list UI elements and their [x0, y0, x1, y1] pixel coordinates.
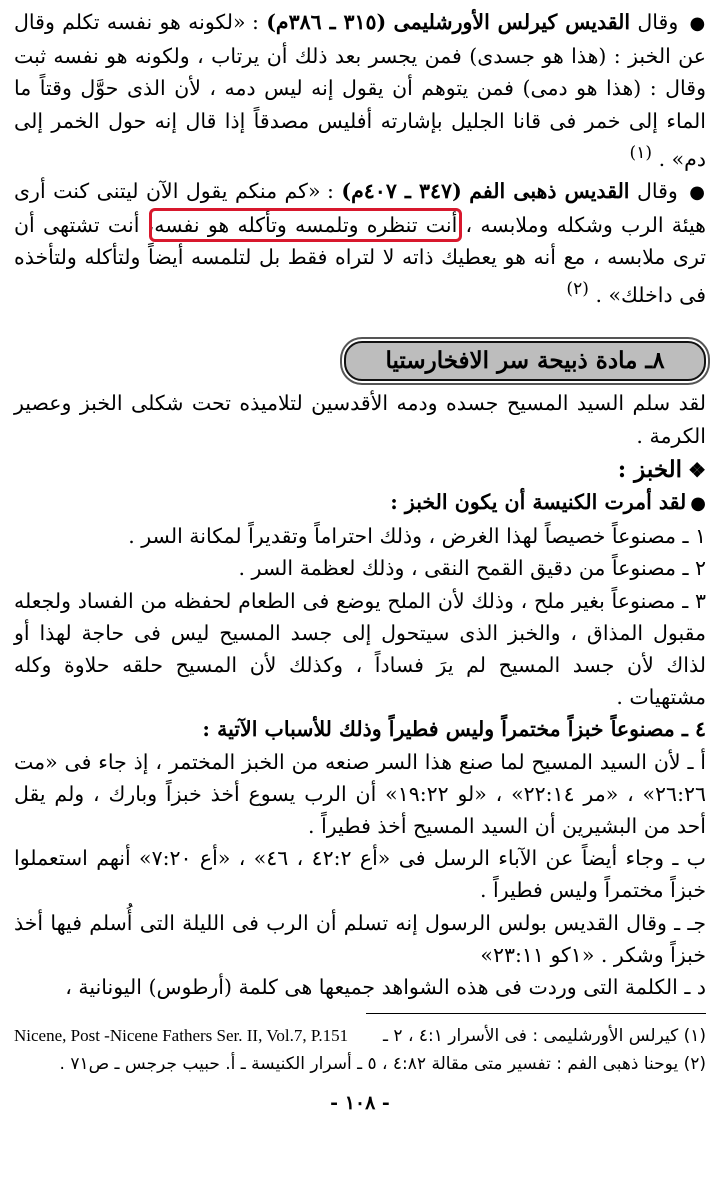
- diamond-bullet-icon: ❖: [688, 457, 706, 482]
- quote-chrysostom-paragraph: [14, 175, 706, 312]
- quote-lead: وقال: [637, 10, 679, 34]
- saint-name-chrysostom: القديس ذهبى الفم: [469, 178, 630, 203]
- reason-b: ب ـ وجاء أيضاً عن الآباء الرسل فى «أع ٤٢:٢ ، ٤٦» ، «أع ٧:٢٠» أنهم استعملوا خبزاً مختمراً وليس فطيراً .: [14, 846, 706, 903]
- footnote-2: (٢) يوحنا ذهبى الفم : تفسير متى مقالة ٤:٨٢ ، ٥ ـ أسرار الكنيسة ـ أ. حبيب جرجس ـ ص٧١ .: [59, 1054, 706, 1075]
- footnote-ref-2: (٢): [566, 279, 589, 300]
- reason-a: أ ـ لأن السيد المسيح لما صنع هذا السر صنعه من الخبز المختمر ، إذ جاء فى «مت ٢٦:٢٦» ، «مر ٢٢:١٤» ، «لو ١٩:٢٢» أن الرب يسوع أخذ خبزاً وبارك ، ولم يقل أحد من البشيرين أن السيد المسيح أخذ فطيراً .: [14, 749, 706, 838]
- quote-body-after: ، أنت تشتهى أن ترى ملابسه ، مع أنه هو يعطيك ذاته لا لتراه فقط بل لتلمسه أيضاً ولتأكله ولتأخذه فى داخلك» .: [14, 213, 706, 308]
- section-intro: لقد سلم السيد المسيح جسده ودمه الأقدسين لتلاميذه تحت شكلى الخبز وعصير الكرمة .: [14, 391, 706, 448]
- section-heading-wrap: [14, 341, 706, 381]
- footnote-1: [14, 1022, 706, 1050]
- saint-dates-cyril: (٣١٥ ـ ٣٨٦م): [266, 10, 387, 34]
- bread-heading: [14, 454, 706, 486]
- list-item-4: ٤ ـ مصنوعاً خبزاً مختمراً وليس فطيراً وذلك للأسباب الآتية :: [202, 717, 706, 742]
- page-number: - ١٠٨ -: [330, 1092, 390, 1115]
- quote-body-cyril: : «لكونه هو نفسه تكلم وقال عن الخبز : (هذا هو جسدى) فمن يجسر بعد ذلك أن يرتاب ، ولكونه هو نفسه ثبت وقال : (هذا هو دمى) فمن يتوهم أن يقول إنه ليس دمه ، لأن الذى حوَّل وقتاً ما الماء إلى خمر فى قانا الجليل بإشارته أفليس مصدقاً إذا قال إنه حول الخمر إلى دم» .: [14, 10, 706, 171]
- footnote-divider: [366, 1013, 706, 1014]
- bullet-icon: ●: [690, 492, 706, 514]
- section-title: ٨ـ مادة ذبيحة سر الافخارستيا: [344, 341, 706, 381]
- quote-lead: وقال: [636, 178, 678, 203]
- saint-dates-chrysostom: (٣٤٧ ـ ٤٠٧م): [341, 178, 462, 203]
- highlighted-phrase[interactable]: أنت تنظره وتلمسه وتأكله هو نفسه: [154, 213, 458, 238]
- bullet-icon: ●: [689, 181, 706, 203]
- quote-body-before: : «كم منكم يقول الآن ليتنى كنت أرى هيئة الرب وشكله وملابسه ،: [14, 178, 706, 238]
- footnote-1-arabic: (١) كيرلس الأورشليمى : فى الأسرار ٤:١ ، ٢ ـ: [383, 1026, 706, 1047]
- footnote-1-english: Nicene, Post -Nicene Fathers Ser. II, Vol.7, P.151: [14, 1026, 349, 1046]
- reason-c: جـ ـ وقال القديس بولس الرسول إنه تسلم أن الرب فى الليلة التى أُسلم فيها أخذ خبزاً وشكر . «١كو ٢٣:١١»: [14, 910, 706, 967]
- footnote-ref-1: (١): [629, 142, 653, 163]
- quote-cyril-paragraph: [14, 6, 706, 175]
- document-page: [14, 6, 706, 1114]
- reason-d: د ـ الكلمة التى وردت فى هذه الشواهد جميعها هى كلمة (أرطوس) اليونانية ،: [65, 974, 706, 999]
- list-item-1: ١ ـ مصنوعاً خصيصاً لهذا الغرض ، وذلك احتراماً وتقديراً لمكانة السر .: [128, 524, 706, 549]
- church-command-text: لقد أمرت الكنيسة أن يكون الخبز :: [390, 489, 687, 514]
- saint-name-cyril: القديس كيرلس الأورشليمى: [393, 10, 631, 34]
- bread-heading-text: الخبز :: [617, 455, 683, 483]
- list-item-2: ٢ ـ مصنوعاً من دقيق القمح النقى ، وذلك لعظمة السر .: [238, 556, 706, 581]
- church-command-line: [14, 486, 706, 520]
- bullet-icon: ●: [689, 13, 706, 34]
- list-item-3: ٣ ـ مصنوعاً بغير ملح ، وذلك لأن الملح يوضع فى الطعام لحفظه من الفساد ولجعله مقبول المذاق ، والخبز الذى سيتحول إلى جسد المسيح ليس فى حاجة لهذا أو لذاك لأن جسد المسيح لم يرَ فساداً ، وكذلك لأن المسيح حلقه حلاوة وكله مشتهيات .: [14, 588, 706, 710]
